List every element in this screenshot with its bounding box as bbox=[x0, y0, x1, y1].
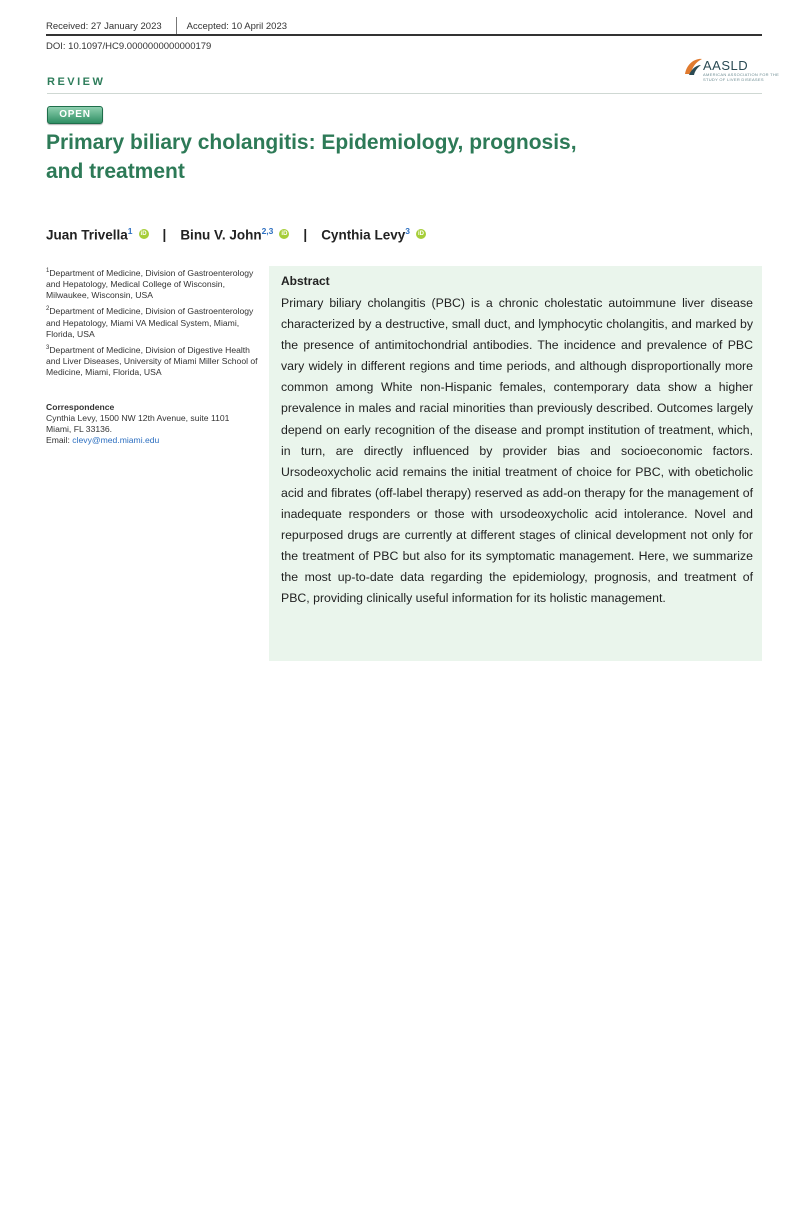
affiliation-item: $^3$Department of Medicine, Division of Digestive Health and Liver Diseases, University of Miami Miller School of Medicine, Miami, Florida, USA bbox=[46, 344, 258, 378]
doi[interactable]: DOI: 10.1097/HC9.0000000000000179 bbox=[46, 41, 212, 52]
author-name[interactable]: Binu V. John$^{2,3}$ bbox=[180, 226, 274, 243]
section-label: REVIEW bbox=[47, 76, 106, 88]
email-link[interactable]: clevy@med.miami.edu bbox=[72, 435, 160, 446]
email-label: Email: bbox=[46, 435, 70, 446]
received-date: Received: 27 January 2023 bbox=[46, 20, 162, 32]
orcid-icon[interactable]: iD bbox=[417, 231, 424, 238]
author-separator: | bbox=[162, 226, 167, 242]
author-affiliation-sup: 1 bbox=[127, 226, 133, 236]
orcid-icon[interactable]: iD bbox=[281, 231, 288, 238]
author-affiliation-sup: 2,3 bbox=[261, 226, 274, 236]
logo-name: AASLD bbox=[703, 58, 749, 73]
article-title bbox=[46, 128, 746, 186]
author-name[interactable]: Cynthia Levy$^3$ bbox=[321, 226, 410, 243]
author-affiliation-sup: 3 bbox=[405, 226, 410, 236]
logo-tagline: AMERICAN ASSOCIATION FOR THE STUDY OF LIVER DISEASES bbox=[703, 72, 780, 82]
header-rule bbox=[46, 34, 762, 36]
open-access-badge[interactable]: OPEN bbox=[47, 106, 103, 124]
orcid-icon[interactable]: iD bbox=[140, 231, 147, 238]
affiliations bbox=[46, 266, 258, 381]
article-dates bbox=[46, 17, 287, 35]
accepted-date: Accepted: 10 April 2023 bbox=[186, 20, 288, 32]
article-title-line-2: and treatment bbox=[46, 160, 185, 183]
download-watermark bbox=[2, 160, 26, 690]
author-separator: | bbox=[303, 226, 308, 242]
date-separator bbox=[176, 17, 177, 35]
correspondence-address: Cynthia Levy, 1500 NW 12th Avenue, suite 1101 Miami, FL 33136. bbox=[46, 413, 230, 435]
abstract-heading: Abstract bbox=[281, 274, 330, 288]
abstract-text: Primary biliary cholangitis (PBC) is a chronic cholestatic autoimmune liver disease characterized by a destructive, small duct, and lymphocytic cholangitis, and marked by the presence of antimitochondrial antibodies. The incidence and prevalence of PBC vary widely in different regions and time periods, and although disproportionally more common among White non-Hispanic females, contemporary data show a higher prevalence in males and racial minorities than previously described. Outcomes largely depend on early recognition of the disease and prompt institution of treatment, which, in turn, are directly influenced by provider bias and socioeconomic factors. Ursodeoxycholic acid remains the initial treatment of choice for PBC, with obeticholic acid and fibrates (off-label therapy) reserved as add-on therapy for the management of inadequate responders or those with ursodeoxycholic acid intolerance. Novel and repurposed drugs are currently at different stages of clinical development not only for the treatment of PBC but also for its symptomatic management. Here, we summarize the most up-to-date data regarding the epidemiology, prognosis, and treatment of PBC, providing clinically useful information for its holistic management. bbox=[281, 296, 753, 606]
correspondence-email-line bbox=[46, 435, 256, 446]
author-name[interactable]: Juan Trivella$^1$ bbox=[46, 226, 133, 243]
author-list bbox=[46, 226, 426, 243]
section-rule bbox=[47, 93, 762, 94]
article-title-line-1: Primary biliary cholangitis: Epidemiology, prognosis, bbox=[46, 131, 577, 154]
correspondence-block bbox=[46, 413, 256, 447]
affiliation-item: $^2$Department of Medicine, Division of Gastroenterology and Hepatology, Miami VA Medical System, Miami, Florida, USA bbox=[46, 306, 254, 339]
affiliation-item: $^1$Department of Medicine, Division of Gastroenterology and Hepatology, Medical College of Wisconsin, Milwaukee, Wisconsin, USA bbox=[46, 267, 254, 301]
correspondence-heading: Correspondence bbox=[46, 402, 115, 412]
